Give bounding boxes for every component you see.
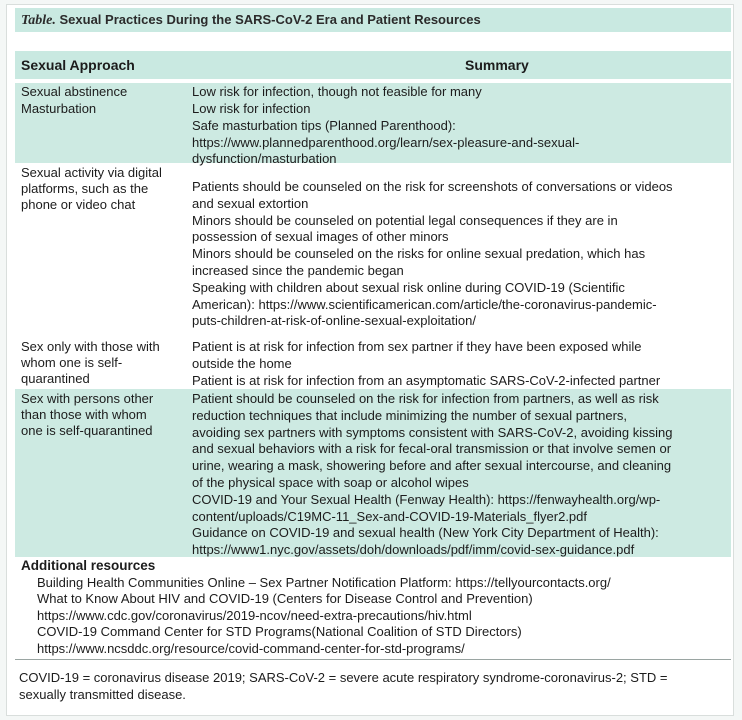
resource-item: What to Know About HIV and COVID-19 (Centers for Disease Control and Prevention) (37, 591, 533, 607)
summary-line: outside the home (192, 355, 292, 371)
summary-line: avoiding sex partners with symptoms consistent with SARS-CoV-2, avoiding kissing (192, 424, 673, 440)
summary-line: Low risk for infection (192, 101, 311, 116)
table-title (15, 8, 731, 32)
footnote-divider (15, 659, 731, 660)
approach-cell (21, 101, 181, 117)
approach-line: Sex only with those with (21, 339, 160, 354)
additional-resources (15, 558, 731, 658)
resource-item[interactable]: https://www.cdc.gov/coronavirus/2019-ncov/need-extra-precautions/hiv.html (37, 607, 472, 623)
approach-line: quarantined (21, 371, 90, 386)
approach-cell (21, 391, 181, 439)
summary-line: Safe masturbation tips (Planned Parenthood): (192, 117, 456, 133)
summary-link[interactable]: American): https://www.scientificamerican.com/article/the-coronavirus-pandemic- (192, 296, 657, 312)
table-label: Table. (21, 13, 56, 28)
summary-line: Low risk for infection, though not feasible for many (192, 84, 482, 99)
summary-line: Minors should be counseled on potential legal consequences if they are in (192, 212, 618, 228)
summary-link[interactable]: dysfunction/masturbation (192, 151, 337, 167)
footnote-line: sexually transmitted disease. (19, 687, 186, 702)
approach-cell (21, 84, 181, 100)
approach-line: than those with whom (21, 407, 147, 422)
summary-line: urine, wearing a mask, showering before and after sexual intercourse, and cleaning (192, 458, 672, 474)
approach-line: Sex with persons other (21, 391, 154, 406)
resource-item[interactable]: Building Health Communities Online – Sex Partner Notification Platform: https://tellyourcontacts.org/ (37, 574, 611, 590)
summary-cell (192, 339, 727, 389)
summary-line: Patient should be counseled on the risk for infection from partners, as well as risk (192, 391, 659, 406)
summary-link[interactable]: https://www1.nyc.gov/assets/doh/downloads/pdf/imm/covid-sex-guidance.pdf (192, 542, 635, 558)
summary-line: and sexual behaviors with a risk for fecal-oral transmission or that involve semen or (192, 441, 672, 457)
header-sexual-approach: Sexual Approach (21, 57, 135, 73)
table-row (15, 165, 731, 333)
summary-line: Patient is at risk for infection from an asymptomatic SARS-CoV-2-infected partner (192, 372, 661, 388)
approach-line: platforms, such as the (21, 181, 149, 196)
approach-line: one is self-quarantined (21, 423, 153, 438)
summary-line: possession of sexual images of other minors (192, 229, 449, 245)
header-summary: Summary (465, 57, 529, 73)
approach-line: phone or video chat (21, 197, 136, 212)
summary-line: Patient is at risk for infection from sex partner if they have been exposed while (192, 339, 642, 354)
summary-cell (192, 391, 727, 559)
summary-line: COVID-19 and Your Sexual Health (Fenway Health): https://fenwayhealth.org/wp- (192, 491, 661, 507)
summary-cell (192, 179, 727, 330)
table-title-text: Sexual Practices During the SARS-CoV-2 Era and Patient Resources (59, 12, 481, 27)
table-row (15, 101, 731, 167)
summary-line: Guidance on COVID-19 and sexual health (New York City Department of Health): (192, 525, 659, 541)
approach-cell (21, 339, 181, 387)
table-row (15, 83, 731, 101)
footnote-line: COVID-19 = coronavirus disease 2019; SARS-CoV-2 = severe acute respiratory syndrome-coronavirus-2; STD = (19, 670, 668, 685)
summary-line: and sexual extortion (192, 195, 309, 211)
table-row (15, 389, 731, 557)
resource-item: COVID-19 Command Center for STD Programs(National Coalition of STD Directors) (37, 624, 522, 640)
summary-link[interactable]: content/uploads/C19MC-11_Sex-and-COVID-19-Materials_flyer2.pdf (192, 508, 588, 524)
summary-cell (192, 101, 727, 168)
approach-line: Sexual activity via digital (21, 165, 162, 180)
summary-link[interactable]: https://www.plannedparenthood.org/learn/sex-pleasure-and-sexual- (192, 134, 580, 150)
table-card (6, 4, 734, 716)
resource-item[interactable]: https://www.ncsddc.org/resource/covid-command-center-for-std-programs/ (37, 640, 465, 656)
footnote (15, 669, 735, 703)
approach-line: whom one is self- (21, 355, 123, 370)
summary-line: of the physical space with soap or alcohol wipes (192, 474, 469, 490)
approach-cell (21, 165, 181, 213)
summary-link[interactable]: puts-children-at-risk-of-online-sexual-exploitation/ (192, 313, 476, 329)
resources-heading: Additional resources (21, 558, 156, 573)
summary-line: increased since the pandemic began (192, 262, 404, 278)
table-header (15, 51, 731, 79)
approach-line: Masturbation (21, 101, 97, 116)
summary-line: Minors should be counseled on the risks for online sexual predation, which has (192, 246, 646, 262)
summary-line: reduction techniques that include minimizing the number of sexual partners, (192, 407, 628, 423)
table-row (15, 337, 731, 389)
approach-line: Sexual abstinence (21, 84, 128, 99)
summary-line: Speaking with children about sexual risk online during COVID-19 (Scientific (192, 279, 625, 295)
summary-line: Patients should be counseled on the risk for screenshots of conversations or videos (192, 179, 673, 194)
summary-cell (192, 84, 727, 101)
